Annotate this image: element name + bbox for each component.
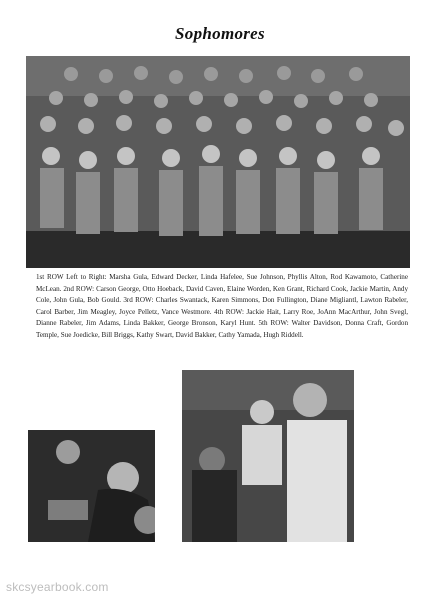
page-title: Sophomores (175, 24, 265, 43)
watermark-text: skcsyearbook.com (6, 580, 109, 594)
candid-photo-left-image (28, 430, 155, 542)
class-group-photo (26, 56, 410, 268)
candid-photo-left (28, 430, 155, 542)
candid-photo-right (182, 370, 354, 542)
class-roster-caption: 1st ROW Left to Right: Marsha Gula, Edward Decker, Linda Hafelee, Sue Johnson, Phyllis Alton, Rod Kawamoto, Catherine McLean. 2nd ROW: Carson George, Otto Hoeback, David Caven, Elaine Worden, Ken Grant, Richard Cook, Jackie Martin, Andy Cole, John Gula, Bob Gould. 3rd ROW: Charles Swantack, Karen Simmons, Don Fullington, Diane Migliantl, Lawton Rabeler, Carol Barber, Jim Meagley, Joyce Pelletz, Vance Westmore. 4th ROW: Jackie Hait, Larry Roe, JoAnn MacArthur, John Svegl, Dianne Rabeler, Jim Adams, Linda Bakker, George Bronson, Karyl Hunt. 5th ROW: Walter Davidson, Donna Craft, Gordon Temple, Sue Joedicke, Bill Briggs, Kathy Swart, David Bakker, Cathy Yamada, Hugh Riddell. (36, 273, 408, 339)
candid-photo-right-image (182, 370, 354, 542)
class-group-photo-image (26, 56, 410, 268)
